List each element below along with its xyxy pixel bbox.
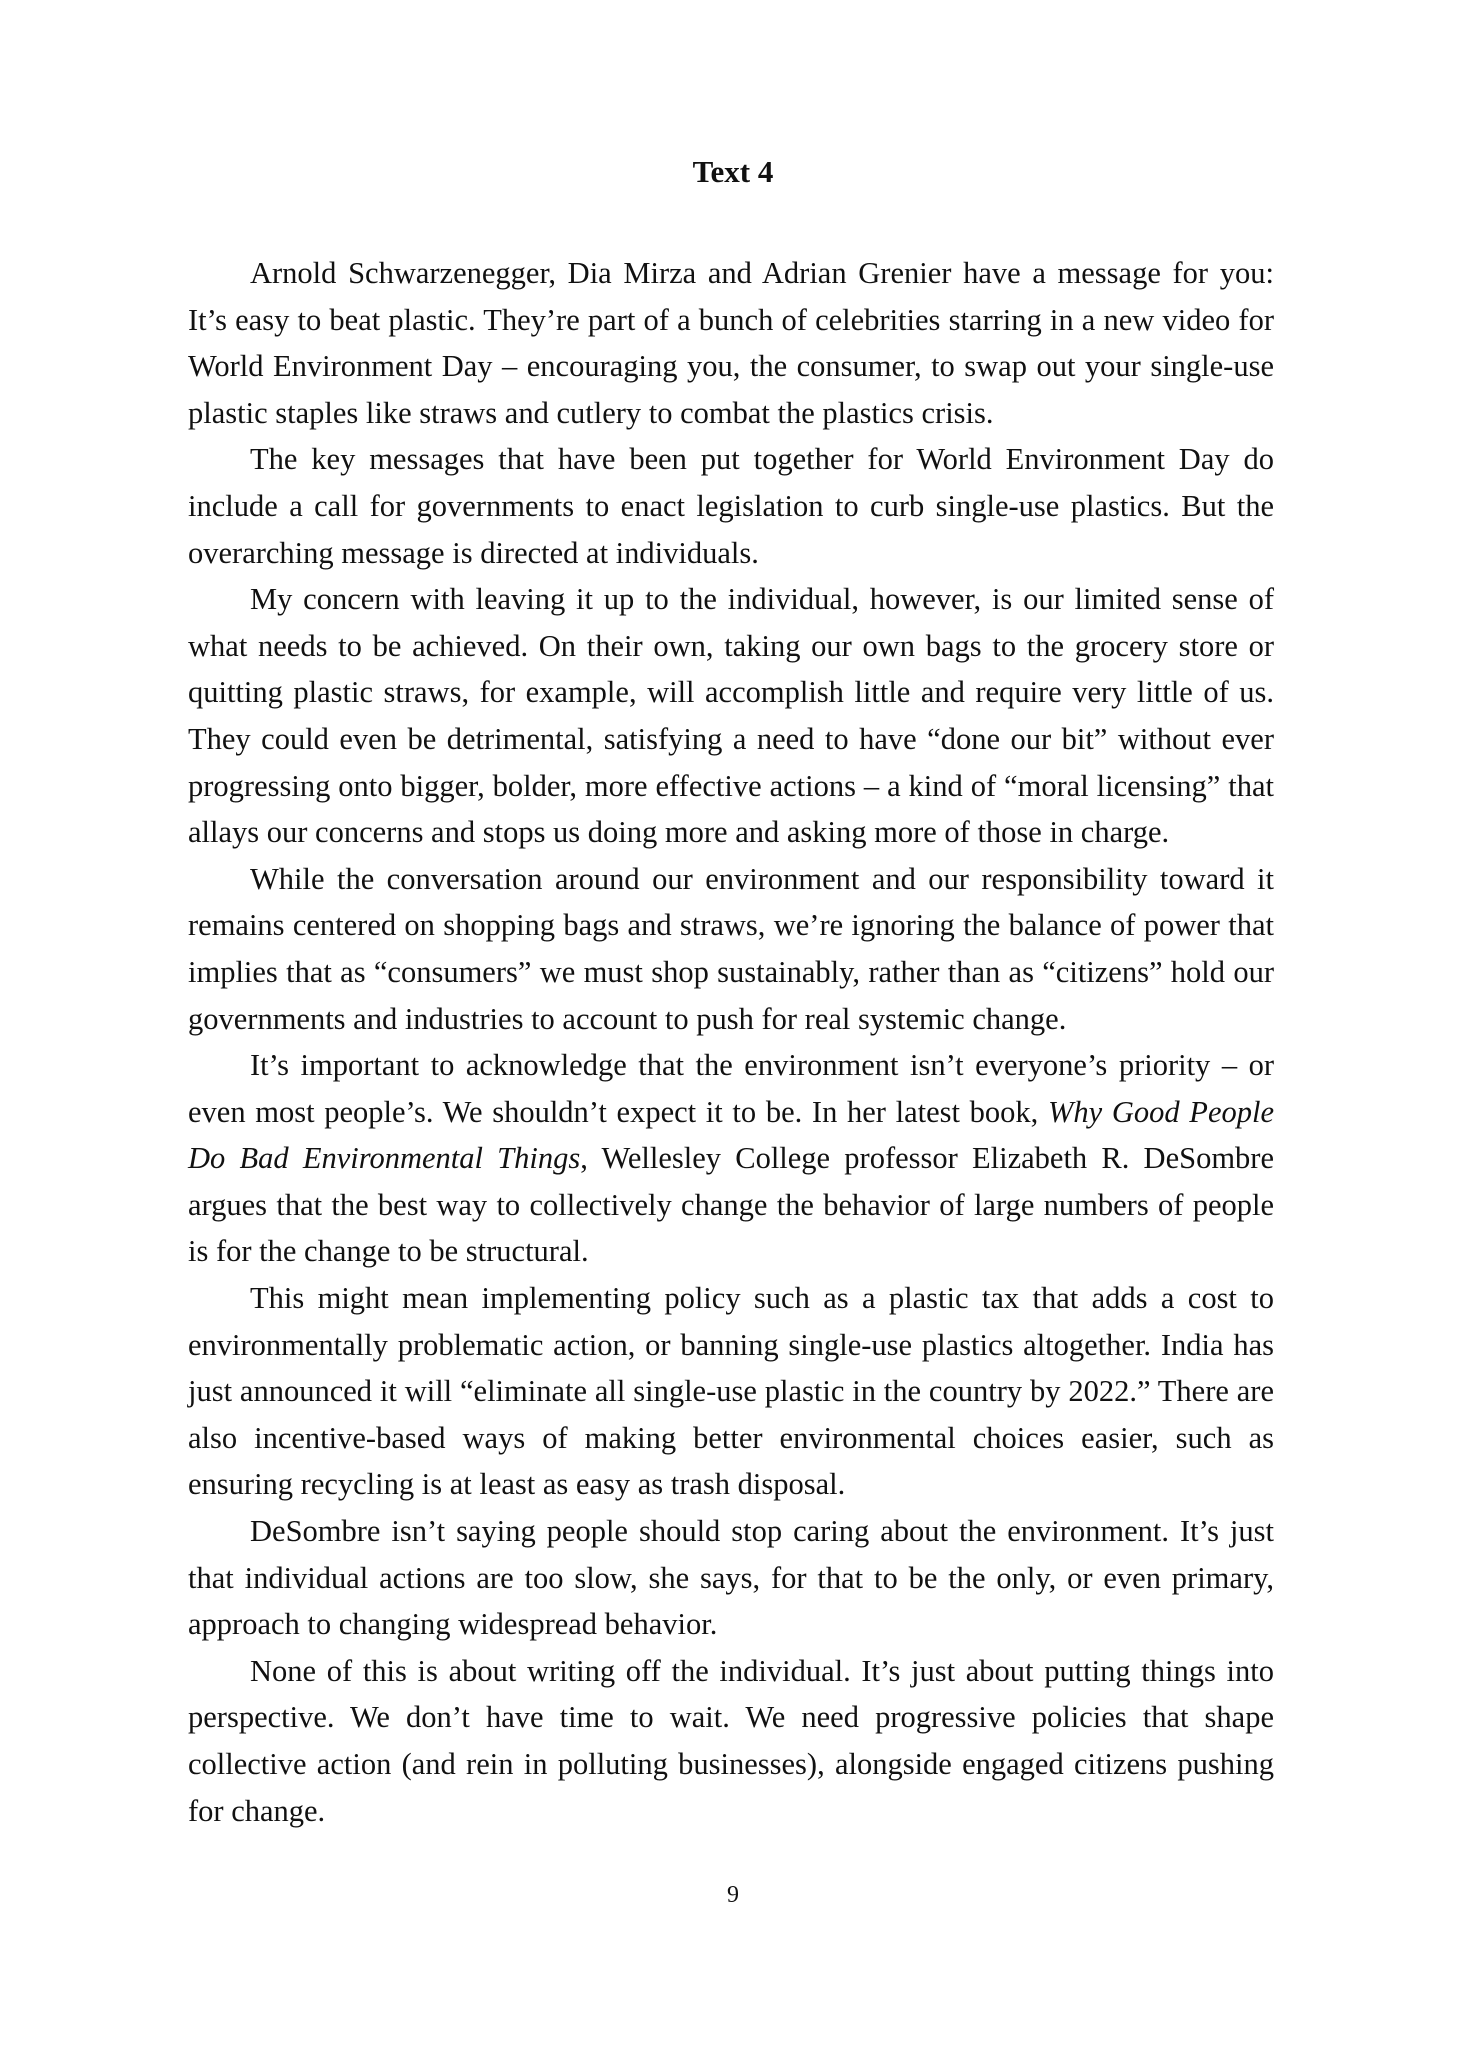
paragraph-7: DeSombre isn’t saying people should stop caring about the environment. It’s just that individual actions are too slow, she says, for that to be the only, or even primary, approach to changing widespread behavior. bbox=[188, 1514, 1274, 1642]
paragraph-1: Arnold Schwarzenegger, Dia Mirza and Adrian Grenier have a message for you: It’s easy to beat plastic. They’re part of a bunch of celebrities starring in a new video for World Environment Day – encouraging you, the consumer, to swap out your single-use plastic staples like straws and cutlery to combat the plastics crisis. bbox=[188, 256, 1274, 430]
paragraph-5-before: It’s important to acknowledge that the environment isn’t everyone’s priority – or even most people’s. We shouldn’t expect it to be. In her latest book, bbox=[188, 1048, 1274, 1129]
paragraph-5-after: , Wellesley College professor Elizabeth R. DeSombre argues that the best way to collectively change the behavior of large numbers of people is for the change to be structural. bbox=[188, 1141, 1274, 1269]
book-title: Why Good People Do Bad Environmental Things bbox=[188, 1094, 1274, 1176]
paragraph-4: While the conversation around our environment and our responsibility toward it remains centered on shopping bags and straws, we’re ignoring the balance of power that implies that as “consumers” we must shop sustainably, rather than as “citizens” hold our governments and industries to account to push for real systemic change. bbox=[188, 861, 1274, 1036]
page-number: 9 bbox=[727, 1882, 739, 1908]
paragraph-5 bbox=[188, 1042, 1274, 1275]
document-title: Text 4 bbox=[692, 154, 774, 189]
article-body bbox=[188, 250, 1274, 1834]
paragraph-6: This might mean implementing policy such as a plastic tax that adds a cost to environmentally problematic action, or banning single-use plastics altogether. India has just announced it will “eliminate all single-use plastic in the country by 2022.” There are also incentive-based ways of making better environmental choices easier, such as ensuring recycling is at least as easy as trash disposal. bbox=[188, 1281, 1274, 1502]
paragraph-8: None of this is about writing off the individual. It’s just about putting things into perspective. We don’t have time to wait. We need progressive policies that shape collective action (and rein in polluting businesses), alongside engaged citizens pushing for change. bbox=[188, 1653, 1274, 1828]
paragraph-2: The key messages that have been put together for World Environment Day do include a call for governments to enact legislation to curb single-use plastics. But the overarching message is directed at individuals. bbox=[188, 442, 1274, 570]
paragraph-3: My concern with leaving it up to the individual, however, is our limited sense of what needs to be achieved. On their own, taking our own bags to the grocery store or quitting plastic straws, for example, will accomplish little and require very little of us. They could even be detrimental, satisfying a need to have “done our bit” without ever progressing onto bigger, bolder, more effective actions – a kind of “moral licensing” that allays our concerns and stops us doing more and asking more of those in charge. bbox=[188, 582, 1274, 850]
